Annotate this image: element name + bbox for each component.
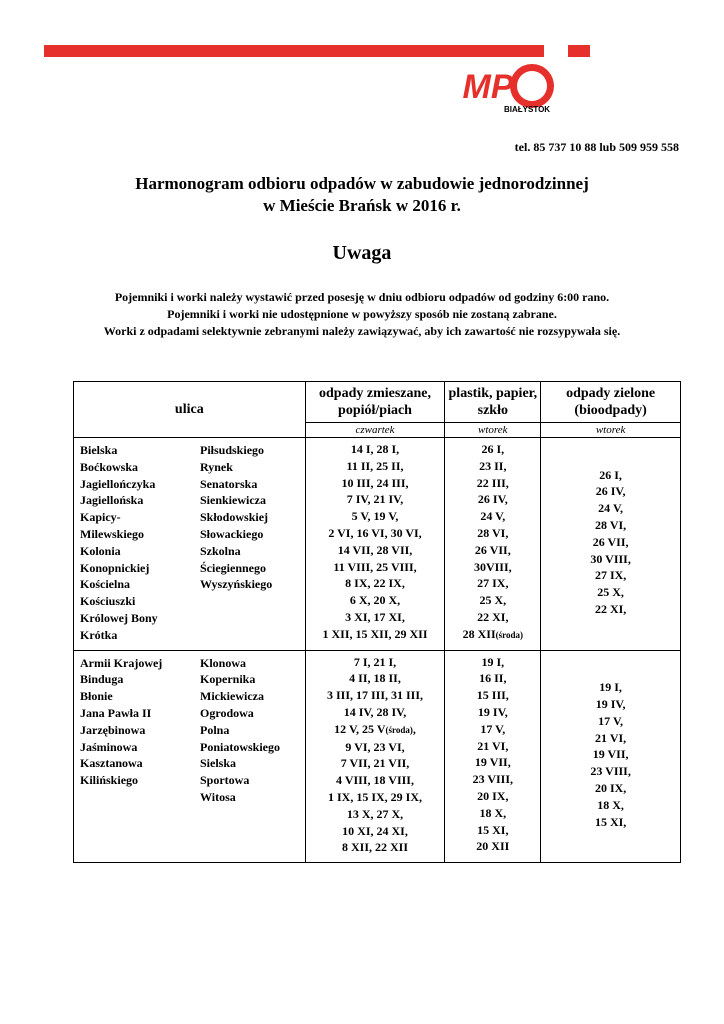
list-item: Mickiewicza <box>200 689 264 704</box>
list-item: 11 II, 25 II, <box>346 458 404 473</box>
street-list <box>80 442 200 644</box>
list-item: Sielska <box>200 756 237 771</box>
list-item: 19 IV, <box>477 704 508 719</box>
list-item: 26 VII, <box>592 534 629 549</box>
list-item: 26 IV, <box>595 484 626 499</box>
list-item: 3 III, 17 III, 31 III, <box>326 688 424 703</box>
svg-text:MP: MP <box>462 68 514 106</box>
date-note: (środa) <box>385 724 413 735</box>
list-item: 19 IV, <box>595 697 626 712</box>
table-header-row <box>74 382 681 423</box>
list-item: Witosa <box>200 789 236 804</box>
list-item: Konopnickiej <box>80 560 150 575</box>
notice-line: Pojemniki i worki nie udostępnione w powyższy sposób nie zostaną zabrane. <box>167 307 557 321</box>
list-item: 19 VII, <box>592 747 629 762</box>
mixed-dates <box>305 438 445 651</box>
list-item: Piłsudskiego <box>200 443 265 457</box>
date-note: (środa) <box>495 629 523 640</box>
title-line-2: w Mieście Brańsk w 2016 r. <box>263 196 461 215</box>
list-item: 28 VI, <box>595 518 627 533</box>
list-item: 8 XII, 22 XII <box>342 840 409 855</box>
date-list <box>447 441 538 626</box>
list-item: 15 III, <box>476 688 509 703</box>
list-item: Kościuszki <box>80 594 136 609</box>
street-list <box>80 655 200 789</box>
list-item: Ściegiennego <box>200 560 266 575</box>
list-item: 25 X, <box>597 585 624 600</box>
date-text: 12 V, 25 V <box>334 721 386 736</box>
list-item: 4 II, 18 II, <box>349 671 401 686</box>
title-line-1: Harmonogram odbioru odpadów w zabudowie jednorodzinnej <box>135 174 589 193</box>
list-item: Królowej Bony <box>80 610 158 625</box>
day-mixed: czwartek <box>305 423 445 438</box>
list-item: 9 VI, 23 VI, <box>345 739 405 754</box>
date-list <box>447 654 538 856</box>
list-item: 14 VII, 28 VII, <box>337 542 413 557</box>
list-item: Rynek <box>200 459 233 474</box>
list-item: Wyszyńskiego <box>200 577 273 592</box>
list-item: 26 I, <box>481 442 505 456</box>
streets-cell <box>74 438 306 651</box>
list-item: 1 IX, 15 IX, 29 IX, <box>328 789 423 804</box>
list-item: 27 IX, <box>477 576 509 591</box>
list-item: 15 XI, <box>594 814 627 829</box>
list-item: 7 IV, 21 IV, <box>346 492 404 507</box>
list-item: Polna <box>200 722 230 737</box>
list-item: 22 III, <box>476 475 509 490</box>
list-item: 19 I, <box>481 654 505 669</box>
date-list <box>543 679 678 830</box>
street-list <box>200 442 272 593</box>
plastic-dates <box>445 438 541 651</box>
svg-text:BIAŁYSTOK: BIAŁYSTOK <box>504 105 551 114</box>
header-red-bar-left <box>44 45 544 57</box>
document-title <box>0 173 724 217</box>
list-item: 10 III, 24 III, <box>341 475 409 490</box>
list-item: 30 VIII, <box>590 551 631 566</box>
notice-heading: Uwaga <box>332 242 392 264</box>
notice-line: Pojemniki i worki należy wystawić przed posesję w dniu odbioru odpadów od godziny 6:00 rano. <box>114 290 610 304</box>
list-item: 21 VI, <box>595 730 627 745</box>
list-item: 14 IV, 28 IV, <box>343 704 407 719</box>
list-item: Poniatowskiego <box>200 739 281 754</box>
header-plastic-paper-glass: plastik, papier, szkło <box>445 382 541 423</box>
list-item: Kopernika <box>200 672 256 687</box>
list-item: Jaśminowa <box>80 739 138 754</box>
date-list <box>308 654 443 721</box>
list-item: 2 VI, 16 VI, 30 VI, <box>328 525 422 540</box>
list-item: Binduga <box>80 672 124 687</box>
plastic-dates <box>445 650 541 863</box>
list-item: 20 IX, <box>594 781 627 796</box>
list-item: Jarzębinowa <box>80 722 146 737</box>
table-row <box>74 650 681 863</box>
list-item: 28 VI, <box>477 525 509 540</box>
list-item: 7 I, 21 I, <box>353 654 397 669</box>
list-item: Szkolna <box>200 543 241 558</box>
list-item: Kilińskiego <box>80 773 139 788</box>
notice-text <box>0 289 724 340</box>
list-item: Jagiellończyka <box>80 476 156 491</box>
list-item: 6 X, 20 X, <box>349 593 401 608</box>
list-item: Słowackiego <box>200 526 264 541</box>
list-item: 7 VII, 21 VII, <box>340 756 410 771</box>
list-item: Ogrodowa <box>200 705 254 720</box>
list-item: 23 II, <box>479 458 507 473</box>
list-item: 27 IX, <box>594 568 627 583</box>
date-suffix: , <box>412 721 416 736</box>
list-item: Senatorska <box>200 476 258 491</box>
list-item: 26 VII, <box>474 542 511 557</box>
list-item: 8 IX, 22 IX, <box>345 576 405 591</box>
list-item: Milewskiego <box>80 526 144 541</box>
list-item: Klonowa <box>200 655 247 670</box>
list-item: 30VIII, <box>473 559 512 574</box>
streets-cell <box>74 650 306 863</box>
date-item <box>447 626 538 644</box>
date-item <box>308 721 443 739</box>
list-item: Armii Krajowej <box>80 655 163 670</box>
list-item: 1 XII, 15 XII, 29 XII <box>322 626 428 641</box>
list-item: Kolonia <box>80 543 121 558</box>
schedule-table <box>73 381 681 863</box>
list-item: Bielska <box>80 443 118 457</box>
list-item: 24 V, <box>480 509 506 524</box>
list-item: 18 X, <box>479 805 507 820</box>
date-list <box>308 739 443 857</box>
list-item: 22 XI, <box>594 602 627 617</box>
list-item: 19 I, <box>599 680 622 695</box>
table-row <box>74 438 681 651</box>
notice-line: Worki z odpadami selektywnie zebranymi należy zawiązywać, aby ich zawartość nie rozsypywała się. <box>103 324 621 338</box>
list-item: 14 I, 28 I, <box>350 442 400 456</box>
list-item: 26 I, <box>599 467 622 482</box>
green-dates <box>541 650 681 863</box>
list-item: Krótka <box>80 627 118 642</box>
list-item: 3 XI, 17 XI, <box>345 609 405 624</box>
list-item: 16 II, <box>479 671 507 686</box>
mpo-logo <box>452 62 562 116</box>
list-item: Jana Pawła II <box>80 705 152 720</box>
list-item: Jagiellońska <box>80 493 144 508</box>
list-item: 10 XI, 24 XI, <box>342 823 408 838</box>
header-red-bar-right <box>568 45 590 57</box>
list-item: 23 VIII, <box>590 764 631 779</box>
mixed-dates <box>305 650 445 863</box>
list-item: 20 IX, <box>477 788 509 803</box>
header-mixed-waste: odpady zmieszane, popiół/piach <box>305 382 445 423</box>
list-item: 5 V, 19 V, <box>351 509 399 524</box>
list-item: Sportowa <box>200 773 250 788</box>
list-item: Skłodowskiej <box>200 510 269 525</box>
list-item: 4 VIII, 18 VIII, <box>336 773 414 788</box>
list-item: 23 VIII, <box>472 772 514 787</box>
list-item: 17 V, <box>480 721 506 736</box>
list-item: 21 VI, <box>477 738 509 753</box>
date-list <box>543 467 678 618</box>
phone-numbers: tel. 85 737 10 88 lub 509 959 558 <box>514 140 679 154</box>
header-street: ulica <box>74 382 306 438</box>
list-item: 26 IV, <box>477 492 508 507</box>
street-list <box>200 655 280 806</box>
list-item: 11 VIII, 25 VIII, <box>333 559 417 574</box>
list-item: 13 X, 27 X, <box>346 806 404 821</box>
header-green-waste: odpady zielone (bioodpady) <box>541 382 681 423</box>
list-item: Sienkiewicza <box>200 493 266 508</box>
list-item: Boćkowska <box>80 459 139 474</box>
day-green: wtorek <box>541 423 681 438</box>
list-item: Błonie <box>80 689 113 704</box>
day-plastic: wtorek <box>445 423 541 438</box>
date-text: 28 XII <box>462 626 496 641</box>
list-item: Kapicy- <box>80 510 121 525</box>
list-item: Kościelna <box>80 577 130 592</box>
list-item: 25 X, <box>479 593 507 608</box>
list-item: 19 VII, <box>474 755 511 770</box>
list-item: 18 X, <box>597 797 624 812</box>
list-item: 24 V, <box>598 501 624 516</box>
list-item: 17 V, <box>598 713 624 728</box>
list-item: 22 XI, <box>477 609 509 624</box>
green-dates <box>541 438 681 651</box>
date-list <box>308 441 443 643</box>
list-item: 20 XII <box>476 839 510 854</box>
list-item: Kasztanowa <box>80 756 143 771</box>
list-item: 15 XI, <box>477 822 509 837</box>
